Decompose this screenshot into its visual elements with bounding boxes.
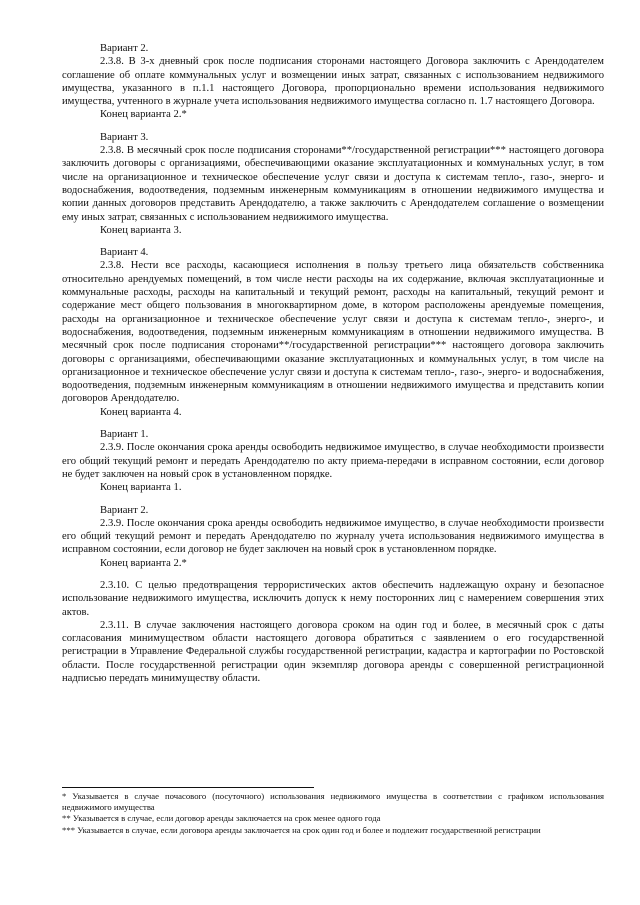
clause-text: 2.3.9. После окончания срока аренды освободить недвижимое имущество, в случае необходимости произвести его общий текущий ремонт и передать Арендодателю по журналу учета использования недвижимого имущества в исправном состоянии, если договор не будет заключен на новый срок в установленном порядке. [62,517,604,556]
footnote-1: * Указывается в случае почасового (посуточного) использования недвижимого имущества в соответствии с графиком использования недвижимого имущества [62,791,604,813]
clause-2-3-10: 2.3.10. С целью предотвращения террористических актов обеспечить надлежащую охрану и безопасное использование недвижимого имущества, исключить допуск к нему посторонних лиц с намерением совершения этих актов. [62,579,604,618]
variant-heading: Вариант 2. [100,43,149,54]
variant-heading: Вариант 3. [100,131,149,143]
variant-end: Конец варианта 4. [100,406,182,418]
clause-text: 2.3.8. В 3-х дневный срок после подписания сторонами настоящего Договора заключить с Арендодателем соглашение об оплате коммунальных услуг и возмещении иных затрат, связанных с использованием недвижимого имущества, указанного в п.1.1 настоящего Договора, пропорционально времени использования недвижимого имущества, учтенного в журнале учета использования недвижимого имущества согласно п. 1.7 настоящего Договора. [62,56,604,108]
variant-4-clause-2-3-8 [62,246,604,419]
clause-text: 2.3.8. В месячный срок после подписания сторонами**/государственной регистрации*** настоящего договора заключить договоры с организациями, обеспечивающими оказание эксплуатационных и коммунальных услуг, в том числе на организационное и техническое обеспечение услуг связи и доступа к системам тепло-, газо-, энерго- и водоснабжения, водоотведения, подземным инженерным коммуникациям в отношении недвижимого имущества и копии данных договоров представить Арендодателю, а также заключить с Арендодателем соглашение о возмещении ему иных затрат, связанных с использованием недвижимого имущества. [62,145,604,223]
variant-end: Конец варианта 2.* [100,109,187,121]
variant-end: Конец варианта 3. [100,224,182,236]
clause-text: 2.3.8. Нести все расходы, касающиеся исполнения в пользу третьего лица обязательств собственника относительно арендуемых помещений, в том числе нести расходы на их содержание, включая эксплуатационные и коммунальные расходы, расходы на капитальный и текущий ремонт, расходы на капитальный, текущий ремонт и содержание мест общего пользования в многоквартирном доме, в котором расположены арендуемые помещения, расходы на организационное и техническое обеспечение услуг связи и доступа к системам тепло-, энерго-, и водоснабжения, водоотведения, подземным инженерным коммуникациям в отношении недвижимого имущества. В месячный срок после подписания сторонами**/государственной регистрации*** настоящего договора заключить договоры с организациями, обеспечивающими оказание эксплуатационных и коммунальных услуг, в том числе на организационное и техническое обеспечение услуг связи и доступа к системам тепло-, газо-, энерго- и водоснабжения, водоотведения, подземным инженерным коммуникациям в отношении недвижимого имущества и представить копии договоров Арендодателю. [62,260,604,405]
variant-heading: Вариант 1. [100,429,149,441]
variant-1-clause-2-3-9 [62,428,604,494]
variant-2-clause-2-3-8 [62,42,604,122]
footnote-separator [62,787,314,788]
footnotes [62,787,604,836]
variant-3-clause-2-3-8 [62,131,604,237]
variant-heading: Вариант 2. [100,504,149,516]
clause-2-3-11: 2.3.11. В случае заключения настоящего договора сроком на один год и более, в месячный срок с даты согласования минимуществом области настоящего договора обратиться с заявлением о его государственной регистрации в Управление Федеральной службы государственной регистрации, кадастра и картографии по Ростовской области. После государственной регистрации один экземпляр договора аренды с совершенной регистрационной надписью передать минимуществу области. [62,619,604,685]
variant-heading: Вариант 4. [100,247,149,259]
footnote-3: *** Указывается в случае, если договора аренды заключается на срок один год и более и подлежит государственной регистрации [62,824,541,835]
footnote-2: ** Указывается в случае, если договор аренды заключается на срок менее одного года [62,813,381,824]
variant-end: Конец варианта 2.* [100,557,187,569]
variant-end: Конец варианта 1. [100,482,182,494]
clause-text: 2.3.9. После окончания срока аренды освободить недвижимое имущество, в случае необходимости произвести его общий текущий ремонт и передать Арендодателю по акту приема-передачи в исправном состоянии, если договор не будет заключен на новый срок в установленном порядке. [62,442,604,480]
variant-2-clause-2-3-9 [62,504,604,570]
